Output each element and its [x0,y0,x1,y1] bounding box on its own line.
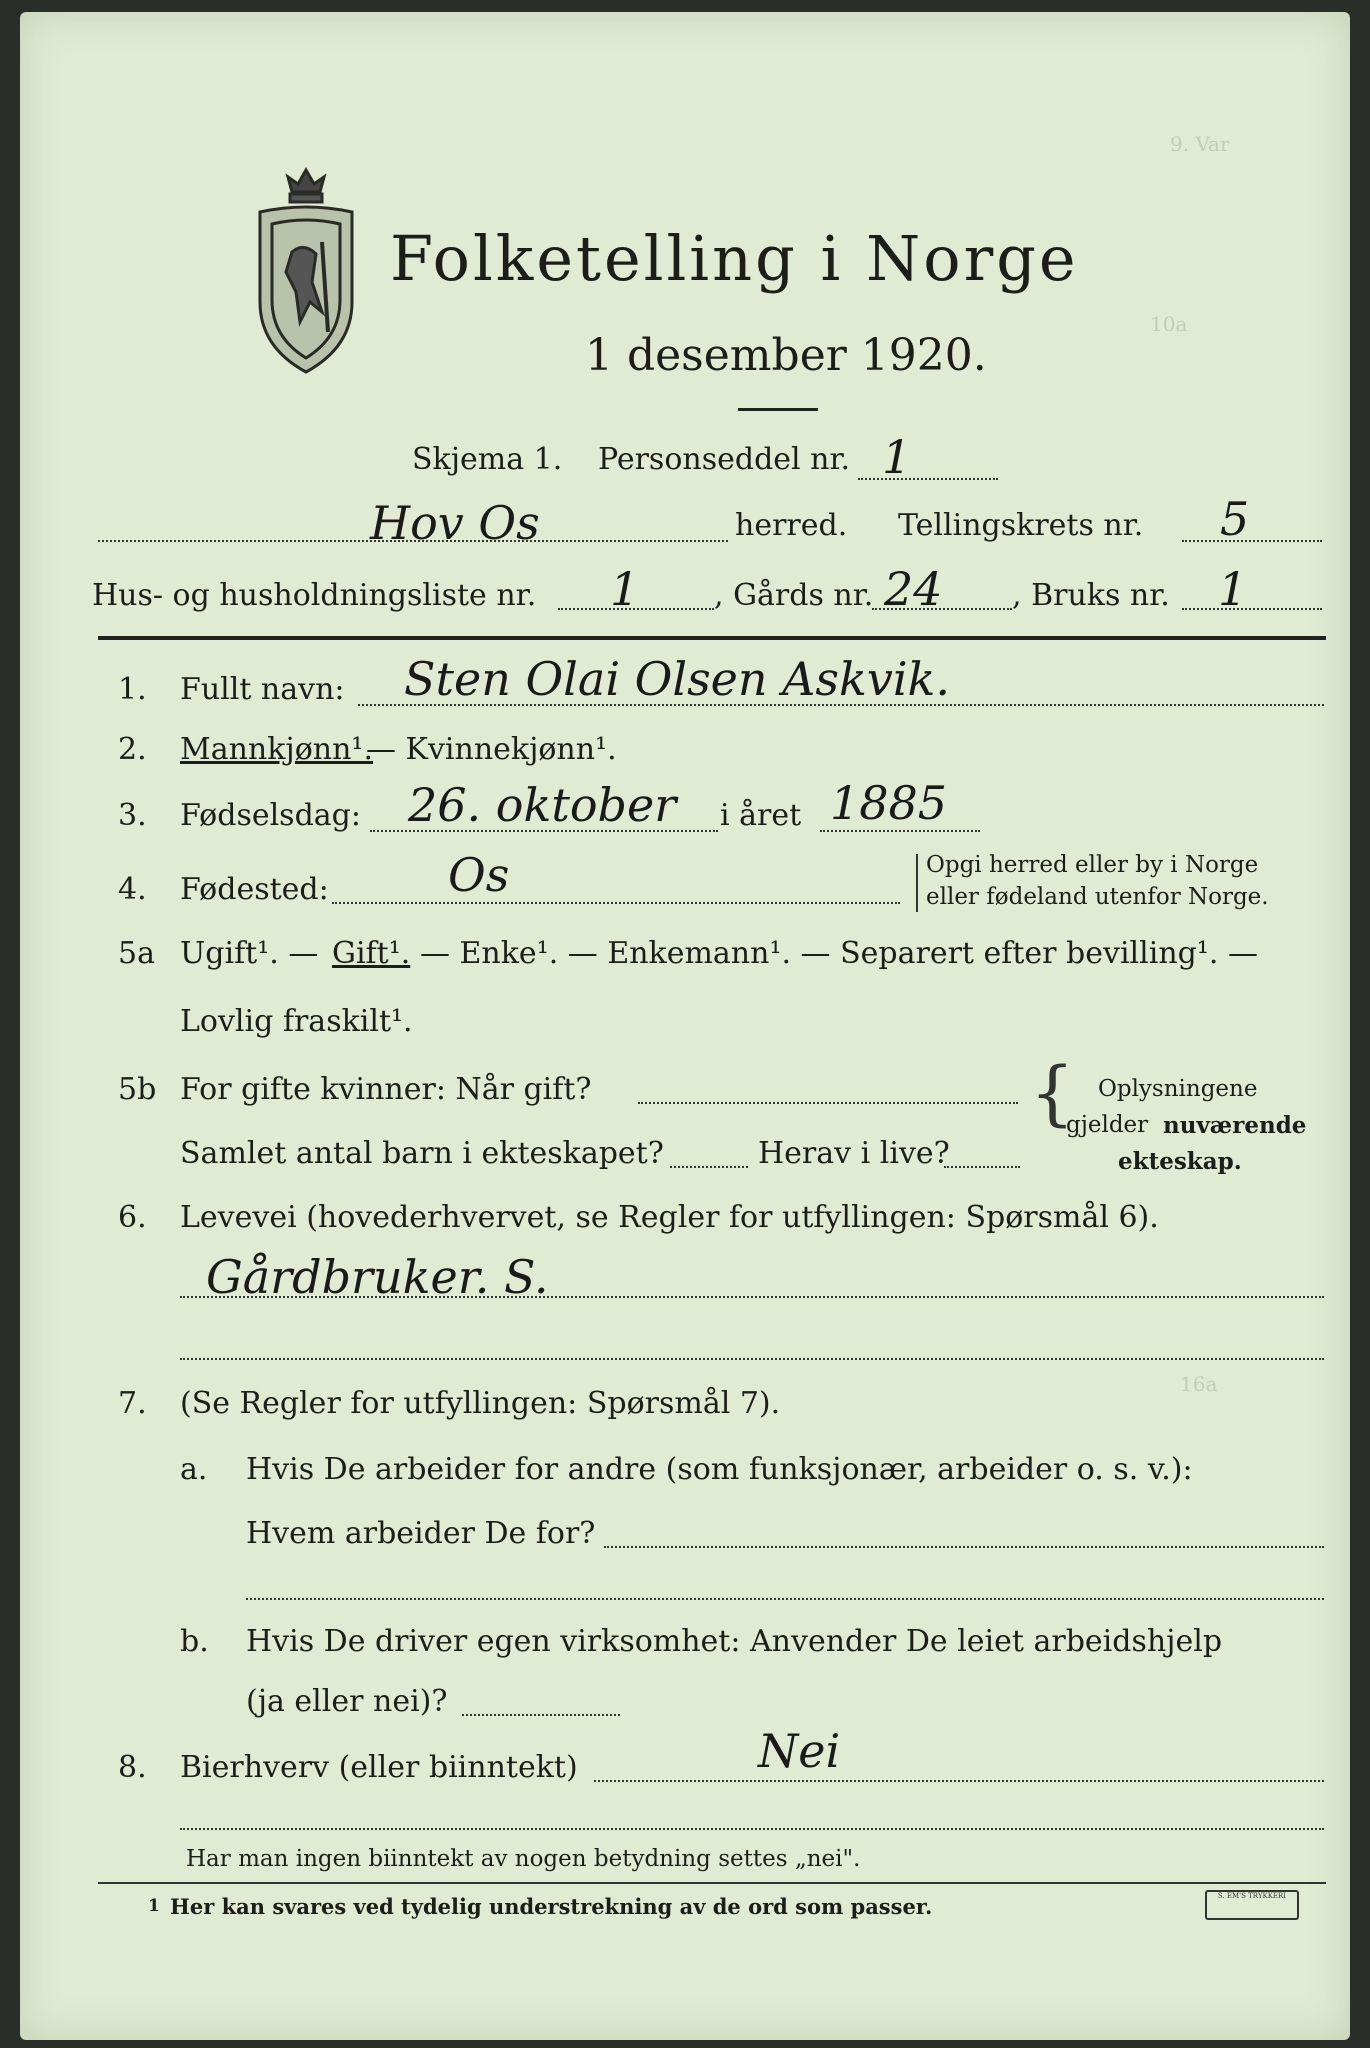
q3-year-field-line [820,830,980,832]
hus-value: 1 [610,562,640,616]
q5b-when-field-line [638,1102,1018,1104]
note-nei: Har man ingen biinntekt av nogen betydning settes „nei". [186,1846,861,1872]
q6-field-line1 [180,1296,1324,1298]
q3-year-value: 1885 [830,776,948,830]
q3-year-label: i året [720,798,802,833]
printer-stamp: S. EM'S TRYKKERI [1205,1890,1299,1920]
personseddel-value: 1 [882,430,912,484]
census-date: 1 desember 1920. [585,330,987,381]
tellingskrets-label: Tellingskrets nr. [898,508,1144,543]
q4-number: 4. [118,872,147,907]
header-separator [98,636,1326,640]
q4-label: Fødested: [180,872,329,907]
tellingskrets-field-line [1182,540,1322,542]
q5b-label-children: Samlet antal barn i ekteskapet? [180,1136,664,1171]
form-title: Folketelling i Norge [390,222,1079,295]
q8-number: 8. [118,1750,147,1785]
bruks-value: 1 [1218,562,1248,616]
bruks-field-line [1182,608,1322,610]
q6-label: Levevei (hovederhvervet, se Regler for utfyllingen: Spørsmål 6). [180,1200,1159,1235]
q7a-field-line2 [246,1598,1324,1600]
q5a-line2: Lovlig fraskilt¹. [180,1004,413,1039]
q8-label: Bierhverv (eller biinntekt) [180,1750,578,1785]
q1-label: Fullt navn: [180,672,345,707]
q5b-label-when-married: For gifte kvinner: Når gift? [180,1072,592,1107]
skjema-label: Skjema 1. [412,442,563,477]
hus-label: Hus- og husholdningsliste nr. [92,578,537,613]
q4-note-line1: Opgi herred eller by i Norge [926,852,1259,878]
q5a-other-options: — Enke¹. — Enkemann¹. — Separert efter bevilling¹. — [420,936,1258,971]
q5b-number: 5b [118,1072,157,1107]
q5b-note-line1: Oplysningene [1098,1076,1258,1102]
census-form-page [20,12,1350,2040]
q7-number: 7. [118,1386,147,1421]
q7a-field-line1 [604,1546,1324,1548]
q5b-note-line2b: nuværende [1163,1112,1307,1139]
q7a-label-line2: Hvem arbeider De for? [246,1516,596,1551]
q4-note-brace [916,854,918,912]
q7-label: (Se Regler for utfyllingen: Spørsmål 7). [180,1386,781,1421]
q5b-children-field-line [670,1166,748,1168]
bleed-through-text: 10a [1150,312,1188,336]
q5a-ugift-option: Ugift¹. — [180,936,319,971]
q3-number: 3. [118,798,147,833]
q4-note-line2: eller fødeland utenfor Norge. [926,884,1269,910]
q6-field-line2 [180,1358,1324,1360]
title-divider [738,408,818,411]
q2-number: 2. [118,732,147,767]
bleed-through-text: 16a [1180,1372,1218,1396]
q2-other-options: — Kvinnekjønn¹. [366,732,617,767]
q3-value: 26. oktober [408,778,677,832]
q7b-field-line [462,1714,620,1716]
q7b-letter: b. [180,1624,209,1659]
gards-value: 24 [884,562,943,616]
herred-value: Hov Os [370,496,540,550]
bruks-label: , Bruks nr. [1012,578,1170,613]
q4-field-line [332,902,900,904]
q1-number: 1. [118,672,147,707]
q5b-note-line3: ekteskap. [1118,1148,1242,1175]
q5a-gift-option: Gift¹. [332,936,411,971]
q2-male-option: Mannkjønn¹. [180,732,373,767]
q6-value: Gårdbruker. S. [206,1250,549,1304]
q3-label: Fødselsdag: [180,798,361,833]
q7a-letter: a. [180,1452,208,1487]
herred-label: herred. [735,508,848,543]
footnote-number: 1 [148,1896,160,1916]
q5a-number: 5a [118,936,155,971]
q8-field-line [594,1780,1324,1782]
q7b-label-line2: (ja eller nei)? [246,1684,448,1719]
personseddel-field-line [858,478,998,480]
personseddel-label: Personseddel nr. [598,442,851,477]
q5b-note-line2a: gjelder [1066,1112,1149,1138]
footnote-text: Her kan svares ved tydelig understrekning av de ord som passer. [170,1894,933,1919]
tellingskrets-value: 5 [1220,492,1250,546]
q7a-label-line1: Hvis De arbeider for andre (som funksjonær, arbeider o. s. v.): [246,1452,1193,1487]
q8-field-line2 [180,1828,1324,1830]
footnote-separator [98,1882,1326,1884]
q4-value: Os [448,848,510,902]
q6-number: 6. [118,1200,147,1235]
q5b-note-brace: { [1030,1052,1075,1134]
bleed-through-text: 9. Var [1170,132,1230,156]
gards-label: , Gårds nr. [714,578,874,613]
q1-value: Sten Olai Olsen Askvik. [404,652,951,706]
q8-value: Nei [758,1724,841,1778]
q7b-label-line1: Hvis De driver egen virksomhet: Anvender De leiet arbeidshjelp [246,1624,1223,1659]
q5b-alive-field-line [944,1166,1020,1168]
coat-of-arms-icon [252,162,360,382]
q5b-label-alive: Herav i live? [758,1136,950,1171]
